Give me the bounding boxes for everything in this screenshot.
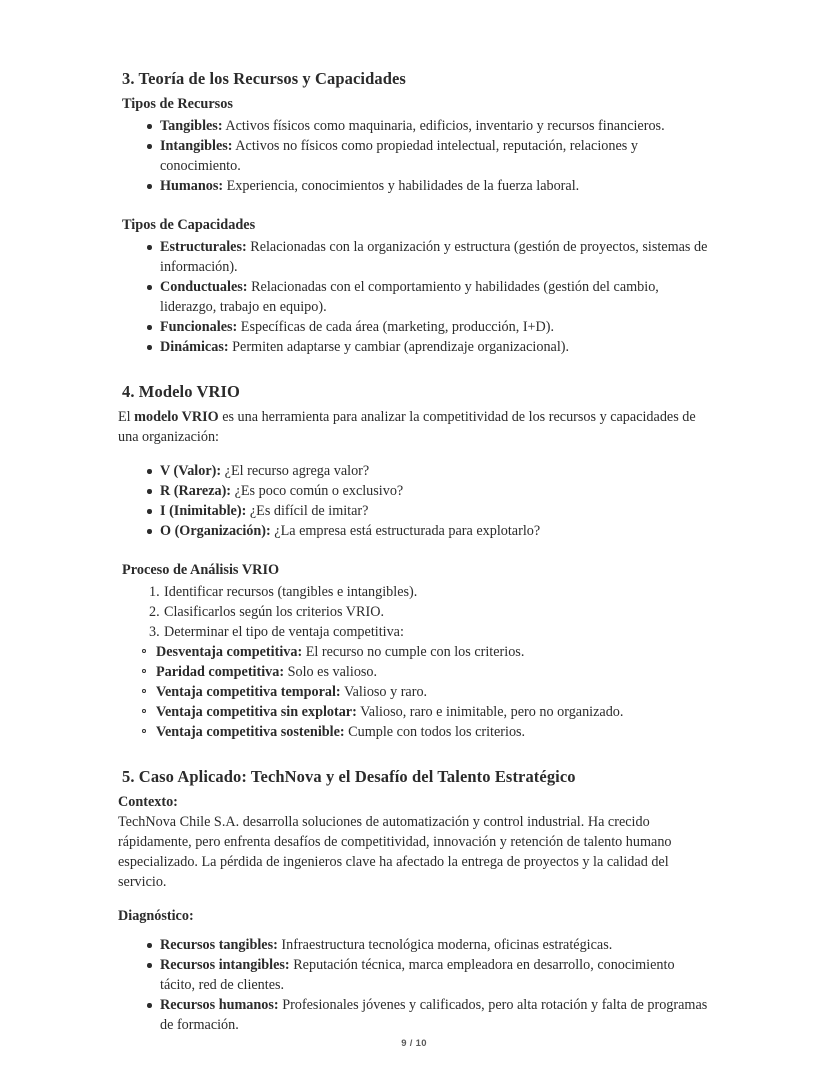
list-item — [118, 521, 712, 541]
list-item — [118, 317, 712, 337]
list-item — [118, 682, 712, 702]
list-item — [118, 995, 712, 1035]
list-item-term: Paridad competitiva: — [156, 664, 285, 680]
list-item — [118, 722, 712, 742]
page-content — [118, 68, 712, 1035]
list-item — [118, 662, 712, 682]
list-item — [118, 277, 712, 317]
list-item-desc: ¿Es poco común o exclusivo? — [231, 483, 404, 499]
section-5-heading: 5. Caso Aplicado: TechNova y el Desafío del Talento Estratégico — [122, 767, 576, 786]
contexto-label: Contexto: — [118, 794, 178, 810]
spacer — [118, 541, 712, 560]
list-item-desc: Valioso, raro e inimitable, pero no organizado. — [356, 704, 624, 720]
list-item-term: V (Valor): — [160, 463, 222, 479]
list-item — [118, 702, 712, 722]
list-item-term: Tangibles: — [160, 118, 223, 134]
list-item-desc: Reputación técnica, marca empleadora en desarrollo, conocimiento tácito, red de clientes. — [160, 957, 675, 993]
list-item: Identificar recursos (tangibles e intangibles). — [164, 584, 418, 600]
page-number-footer: 9 / 10 — [401, 1038, 427, 1049]
list-item-term: Conductuales: — [160, 279, 248, 295]
list-item-desc: Específicas de cada área (marketing, producción, I+D). — [237, 319, 555, 335]
list-item-term: Recursos tangibles: — [160, 937, 278, 953]
list-item-term: Desventaja competitiva: — [156, 644, 303, 660]
list-item — [118, 337, 712, 357]
list-item-term: O (Organización): — [160, 523, 271, 539]
subheading-proceso-analisis-vrio: Proceso de Análisis VRIO — [122, 562, 280, 578]
list-item-term: Dinámicas: — [160, 339, 229, 355]
capabilities-list — [118, 237, 712, 357]
vrio-criteria-list — [118, 461, 712, 541]
list-item — [118, 461, 712, 481]
list-item — [118, 176, 712, 196]
list-item-desc: Relacionadas con la organización y estructura (gestión de proyectos, sistemas de información). — [160, 239, 708, 275]
section-4-heading: 4. Modelo VRIO — [122, 382, 240, 401]
list-item-desc: Cumple con todos los criterios. — [344, 724, 526, 740]
list-item-term: Ventaja competitiva sostenible: — [156, 724, 345, 740]
spacer — [118, 447, 712, 461]
spacer — [118, 892, 712, 906]
list-item: Clasificarlos según los criterios VRIO. — [164, 604, 385, 620]
spacer — [118, 742, 712, 761]
list-item — [118, 955, 712, 995]
list-item-desc: El recurso no cumple con los criterios. — [302, 644, 525, 660]
list-item-term: Funcionales: — [160, 319, 238, 335]
subheading-tipos-de-recursos: Tipos de Recursos — [122, 96, 233, 112]
list-item-term: Recursos intangibles: — [160, 957, 290, 973]
subheading-tipos-de-capacidades: Tipos de Capacidades — [122, 217, 256, 233]
vrio-intro-bold: modelo VRIO — [134, 409, 219, 425]
list-item — [118, 501, 712, 521]
spacer — [118, 357, 712, 376]
list-item — [118, 116, 712, 136]
list-item-term: Estructurales: — [160, 239, 247, 255]
list-item-term: Ventaja competitiva sin explotar: — [156, 704, 357, 720]
list-item-term: Intangibles: — [160, 138, 233, 154]
list-item-term: Recursos humanos: — [160, 997, 279, 1013]
competitive-advantage-list — [118, 642, 712, 742]
contexto-paragraph: TechNova Chile S.A. desarrolla soluciones de automatización y control industrial. Ha crecido rápidamente, pero enfrenta desafíos de competitividad, innovación y retención de talento humano especializado. La pérdida de ingenieros clave ha afectado la entrega de proyectos y la calidad del servicio. — [118, 814, 672, 890]
vrio-intro-paragraph — [118, 407, 712, 447]
list-item-term: Humanos: — [160, 178, 224, 194]
diagnostico-label: Diagnóstico: — [118, 908, 194, 924]
list-item-desc: Experiencia, conocimientos y habilidades de la fuerza laboral. — [223, 178, 580, 194]
vrio-intro-pre: El — [118, 409, 135, 425]
list-item-desc: Relacionadas con el comportamiento y habilidades (gestión del cambio, liderazgo, trabajo en equipo). — [160, 279, 659, 315]
list-item-desc: ¿Es difícil de imitar? — [246, 503, 369, 519]
list-item-desc: Activos no físicos como propiedad intelectual, reputación, relaciones y conocimiento. — [160, 138, 638, 174]
list-item: Determinar el tipo de ventaja competitiva: — [164, 624, 404, 640]
vrio-intro-post: es una herramienta para analizar la competitividad de los recursos y capacidades de una organización: — [118, 409, 696, 445]
diagnosis-list — [118, 935, 712, 1035]
list-item-term: Ventaja competitiva temporal: — [156, 684, 341, 700]
list-item — [118, 642, 712, 662]
list-item-desc: Valioso y raro. — [340, 684, 428, 700]
list-item-term: I (Inimitable): — [160, 503, 247, 519]
vrio-steps-list — [118, 582, 712, 642]
list-item — [118, 481, 712, 501]
list-item-desc: Infraestructura tecnológica moderna, oficinas estratégicas. — [277, 937, 613, 953]
list-item-desc: ¿La empresa está estructurada para explotarlo? — [270, 523, 541, 539]
list-item-desc: Permiten adaptarse y cambiar (aprendizaje organizacional). — [228, 339, 570, 355]
list-item-desc: Activos físicos como maquinaria, edificios, inventario y recursos financieros. — [222, 118, 665, 134]
spacer — [118, 926, 712, 935]
resources-list — [118, 116, 712, 196]
list-item-desc: Profesionales jóvenes y calificados, pero alta rotación y falta de programas de formación. — [160, 997, 708, 1033]
list-item — [118, 136, 712, 176]
list-item-term: R (Rareza): — [160, 483, 232, 499]
spacer — [118, 196, 712, 215]
list-item — [118, 237, 712, 277]
section-3-heading: 3. Teoría de los Recursos y Capacidades — [122, 69, 406, 88]
list-item — [118, 935, 712, 955]
list-item-desc: ¿El recurso agrega valor? — [221, 463, 370, 479]
list-item-desc: Solo es valioso. — [284, 664, 378, 680]
